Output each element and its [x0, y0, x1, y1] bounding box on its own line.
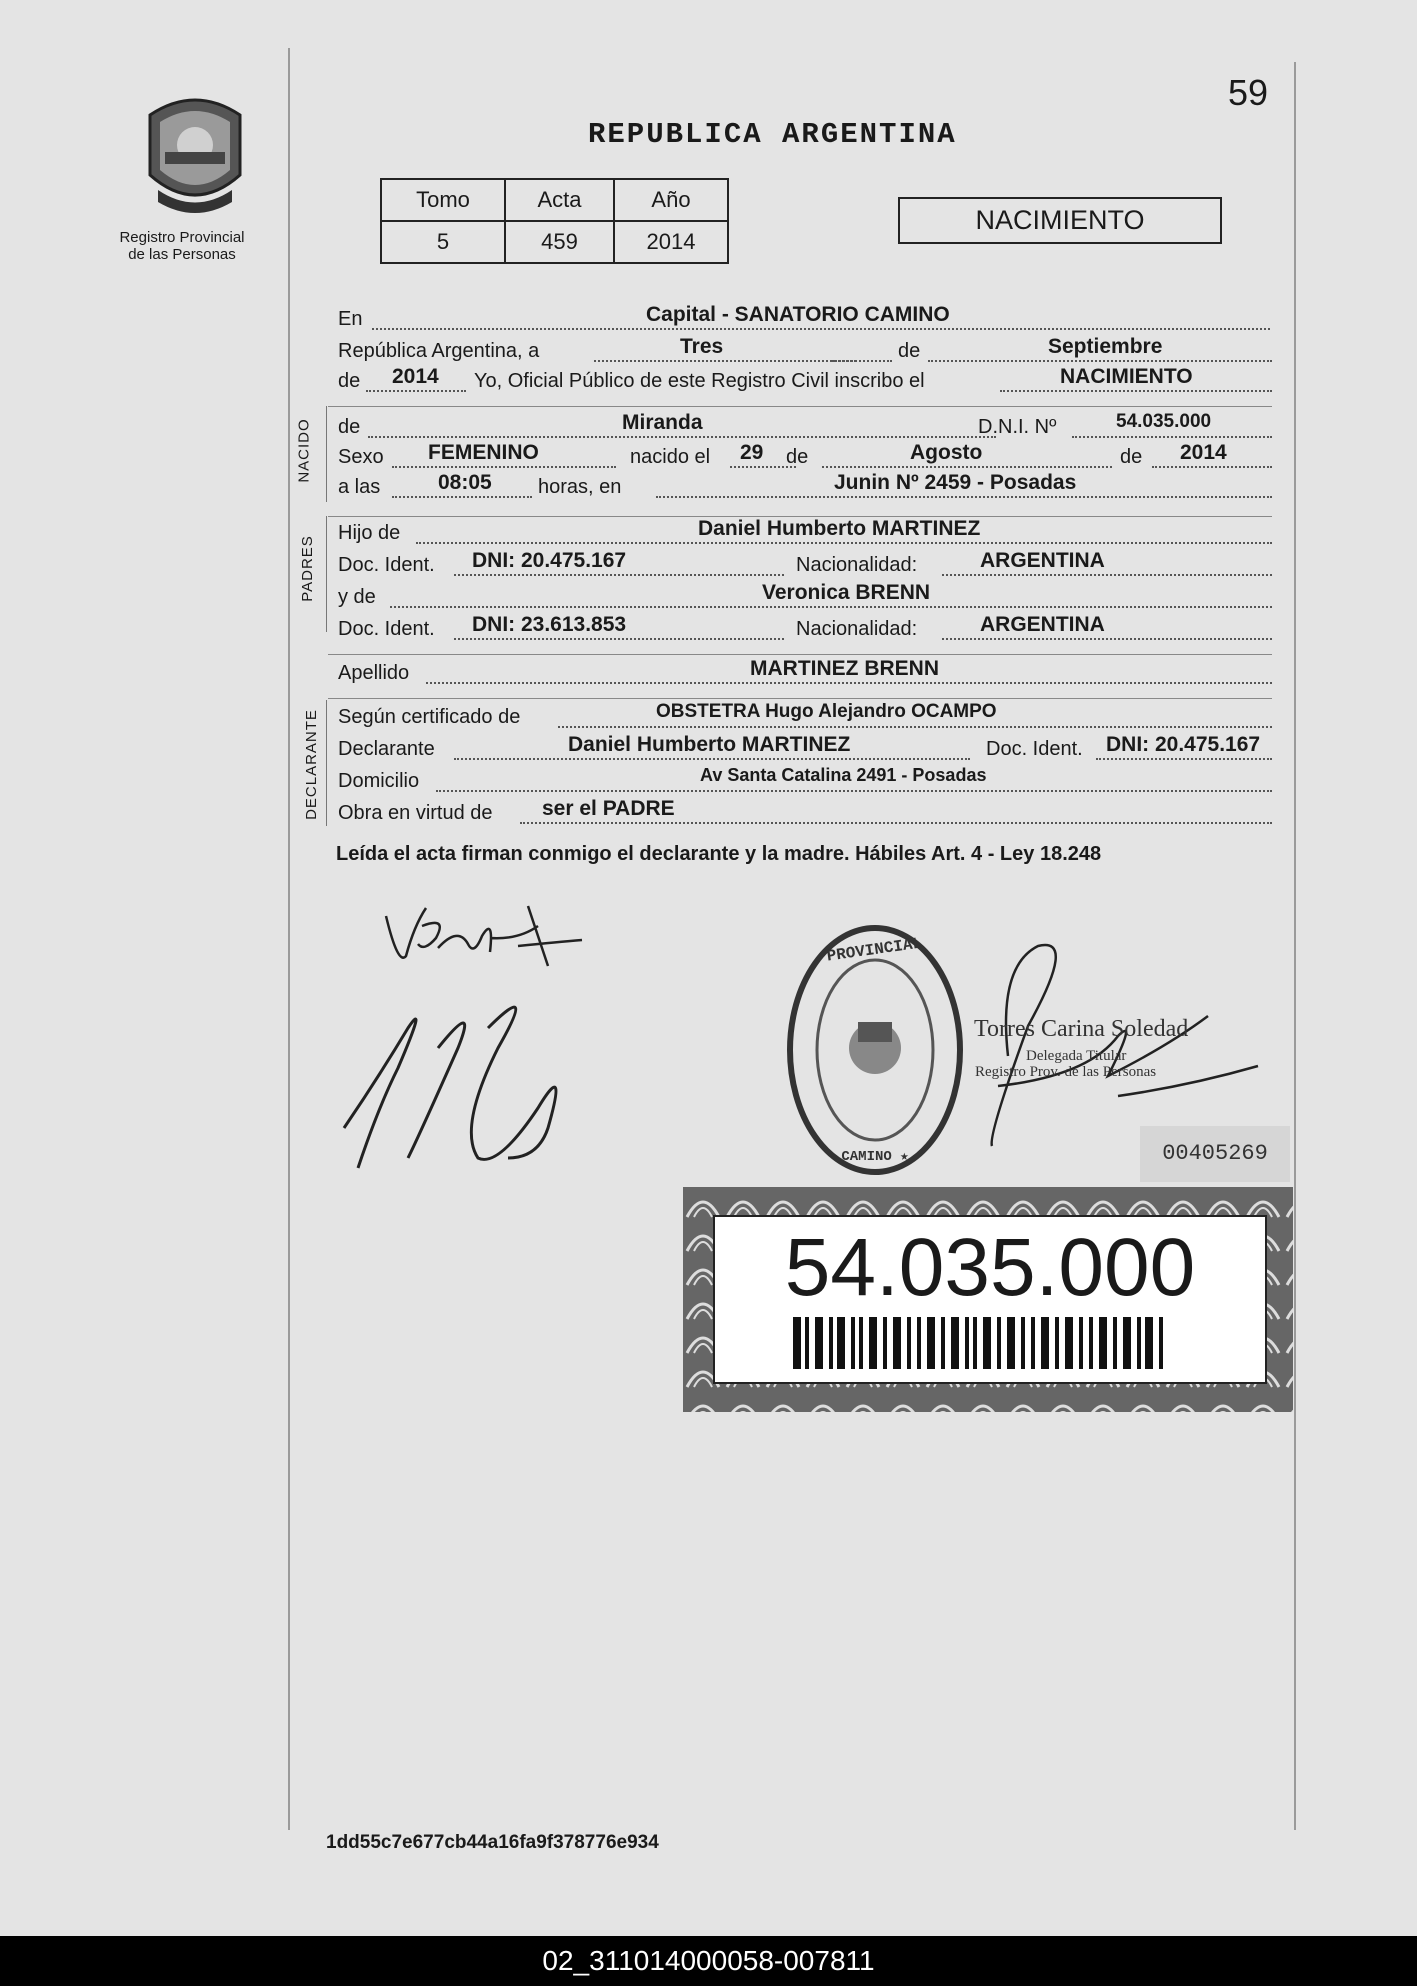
domicilio-label: Domicilio	[338, 770, 420, 792]
madre-value: Veronica BRENN	[762, 581, 931, 604]
dni-value: 54.035.000	[1116, 411, 1212, 432]
acta-header-tomo: Tomo	[381, 179, 505, 221]
hora-value: 08:05	[438, 471, 492, 494]
certificado-value: OBSTETRA Hugo Alejandro OCAMPO	[656, 701, 997, 722]
acta-table-header	[381, 179, 728, 221]
country-title: REPUBLICA ARGENTINA	[588, 118, 957, 151]
row-fecha-inscripcion	[338, 335, 1272, 366]
rep-label: República Argentina, a	[338, 340, 540, 362]
official-office: Registro Prov. de las Personas	[975, 1064, 1157, 1080]
scan-identifier: 02_311014000058-007811	[0, 1936, 1417, 1986]
nacido-day: 29	[740, 441, 764, 464]
acta-header-ano: Año	[614, 179, 728, 221]
yde-label: y de	[338, 586, 376, 608]
acta-table-values	[381, 221, 728, 263]
mother-signature	[378, 896, 598, 976]
de-label: de	[898, 340, 921, 362]
hijo-label: Hijo de	[338, 522, 401, 544]
declarante-doc-value: DNI: 20.475.167	[1106, 733, 1261, 756]
dni-sticker-inner	[713, 1215, 1267, 1384]
row-padre-doc	[338, 549, 1272, 580]
official-stamp	[780, 920, 970, 1180]
registry-logo	[102, 90, 262, 263]
row-sexo-fecha	[338, 441, 1272, 472]
declarante-doc-label: Doc. Ident.	[986, 738, 1083, 760]
declarante-label: Declarante	[338, 738, 435, 760]
declarante-value: Daniel Humberto MARTINEZ	[568, 733, 851, 756]
domicilio-value: Av Santa Catalina 2491 - Posadas	[700, 765, 987, 785]
official-name: Torres Carina Soledad	[974, 1016, 1189, 1042]
row-obra	[338, 797, 1272, 828]
hora-label: a las	[338, 476, 381, 498]
row-domicilio	[338, 765, 1272, 796]
apellido-label: Apellido	[338, 662, 410, 684]
row-lugar-inscripcion	[338, 303, 1272, 334]
madre-doc-label: Doc. Ident.	[338, 618, 435, 640]
padre-doc-label: Doc. Ident.	[338, 554, 435, 576]
row-hora-lugar	[338, 471, 1272, 502]
right-margin-line	[1294, 62, 1296, 1830]
sexo-label: Sexo	[338, 446, 384, 468]
nacido-year: 2014	[1180, 441, 1227, 464]
row-madre	[338, 581, 1272, 612]
sexo-value: FEMENINO	[428, 441, 539, 464]
apellido-value: MARTINEZ BRENN	[750, 657, 939, 680]
acta-value-ano: 2014	[614, 221, 728, 263]
acta-value-acta: 459	[505, 221, 614, 263]
dni-sticker-number: 54.035.000	[784, 1222, 1196, 1313]
row-certificado	[338, 701, 1272, 732]
nacido-month: Agosto	[910, 441, 983, 464]
month-value: Septiembre	[1048, 335, 1163, 358]
year-label: de	[338, 370, 361, 392]
acta-header-acta: Acta	[505, 179, 614, 221]
row-madre-doc	[338, 613, 1272, 644]
lugar-value: Junin Nº 2459 - Posadas	[834, 471, 1077, 494]
obra-value: ser el PADRE	[542, 797, 675, 820]
official-title: Delegada Titular	[1026, 1048, 1127, 1064]
dni-label: D.N.I. Nº	[978, 416, 1057, 438]
section-label-nacido: NACIDO	[295, 418, 313, 483]
svg-text:CAMINO ★: CAMINO ★	[841, 1149, 909, 1165]
official-signature	[968, 936, 1268, 1156]
nombre-value: Miranda	[622, 411, 703, 434]
year-value: 2014	[392, 365, 439, 388]
certificado-label: Según certificado de	[338, 706, 521, 728]
svg-text:PROVINCIAL: PROVINCIAL	[825, 934, 924, 966]
logo-caption: Registro Provincial de las Personas	[119, 229, 245, 263]
obra-label: Obra en virtud de	[338, 802, 493, 824]
section-label-declarante: DECLARANTE	[302, 709, 320, 820]
nacido-label: nacido el	[630, 446, 711, 468]
padre-doc-value: DNI: 20.475.167	[472, 549, 627, 572]
day-value: Tres	[680, 335, 724, 358]
document-hash: 1dd55c7e677cb44a16fa9f378776e934	[326, 1832, 659, 1853]
row-padre	[338, 517, 1272, 548]
inscribo-label: Yo, Oficial Público de este Registro Civil inscribo el	[474, 370, 925, 392]
document-kind: NACIMIENTO	[898, 197, 1222, 244]
section-label-padres: PADRES	[298, 535, 316, 602]
nacido-de-label: de	[786, 446, 809, 468]
closing-statement: Leída el acta firman conmigo el declarante y la madre. Hábiles Art. 4 - Ley 18.248	[336, 843, 1102, 865]
row-declarante	[338, 733, 1272, 764]
left-margin-line	[288, 48, 290, 1830]
padre-value: Daniel Humberto MARTINEZ	[698, 517, 981, 540]
nombre-label: de	[338, 416, 361, 438]
serial-number: 00405269	[1140, 1126, 1290, 1182]
dni-sticker	[683, 1187, 1293, 1412]
nacido-de2-label: de	[1120, 446, 1143, 468]
provincial-seal-icon	[140, 90, 250, 220]
barcode-icon	[793, 1317, 1193, 1369]
madre-nac-label: Nacionalidad:	[796, 618, 918, 640]
acta-table	[380, 178, 729, 264]
padre-nac-label: Nacionalidad:	[796, 554, 918, 576]
page-number: 59	[1228, 72, 1269, 113]
horas-en-label: horas, en	[538, 476, 622, 498]
acta-value-tomo: 5	[381, 221, 505, 263]
en-value: Capital - SANATORIO CAMINO	[646, 303, 950, 326]
madre-doc-value: DNI: 23.613.853	[472, 613, 627, 636]
row-nombre	[338, 411, 1272, 442]
row-ano-inscripcion	[338, 365, 1272, 396]
inscribo-value: NACIMIENTO	[1060, 365, 1193, 388]
declarant-signature	[338, 988, 618, 1178]
row-apellido	[338, 657, 1272, 688]
padre-nac-value: ARGENTINA	[980, 549, 1105, 572]
madre-nac-value: ARGENTINA	[980, 613, 1105, 636]
en-label: En	[338, 308, 363, 330]
